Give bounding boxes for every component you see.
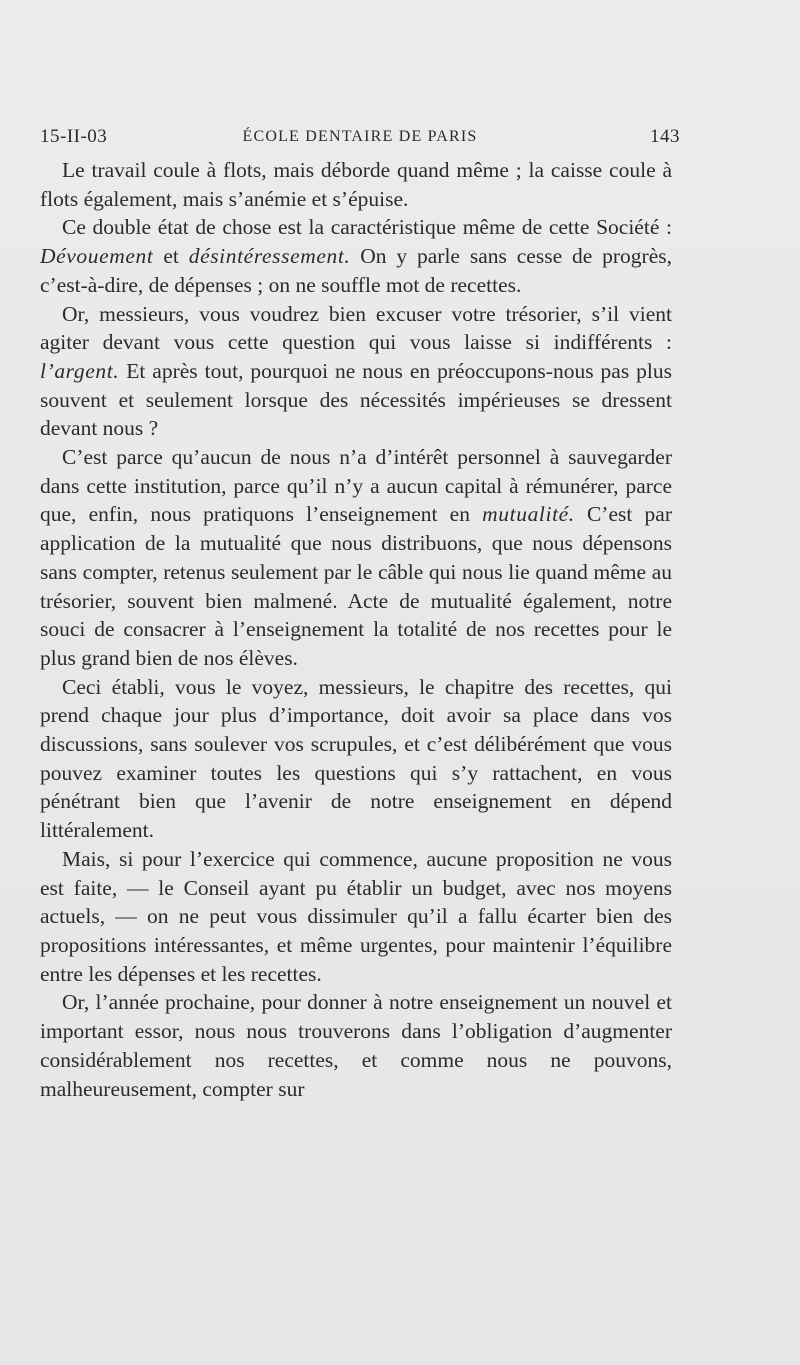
text-run: Mais, si pour l’exercice qui commence, aucune proposition ne vous est faite, — le Conseil ayant pu établir un budget, avec nos moyens actuels, — on ne peut vous dissimuler qu’il a fallu écarter bien des propositions intéressantes, et même urgentes, pour maintenir l’équilibre entre les dépenses et les recettes. (40, 846, 672, 986)
paragraph (40, 300, 672, 444)
paragraph (40, 156, 672, 213)
text-run: Ceci établi, vous le voyez, messieurs, le chapitre des recettes, qui prend chaque jour plus d’importance, doit avoir sa place dans vos discussions, sans soulever vos scrupules, et c’est délibérément que vous pouvez examiner toutes les questions qui s’y rattachent, en vous pénétrant bien que l’avenir de notre enseignement en dépend littéralement. (40, 674, 672, 843)
text-run: On y parle sans cesse de progrès, c’est-à-dire, de dépenses ; on ne souffle mot de recettes. (40, 244, 672, 297)
text-run: C’est par application de la mutualité que nous distribuons, que nous dépensons sans compter, retenus seulement par le câble qui nous lie quand même au trésorier, souvent bien malmené. Acte de mutualité également, notre souci de consacrer à l’enseignement la totalité de nos recettes pour le plus grand bien de nos élèves. (40, 502, 672, 670)
text-run: Or, l’année prochaine, pour donner à notre enseignement un nouvel et important essor, nous nous trouverons dans l’obligation d’augmenter considérablement nos recettes, et comme nous ne pouvons, malheureusement, compter sur (40, 990, 672, 1101)
text-run: Et après tout, pourquoi ne nous en préoccupons-nous pas plus souvent et seulement lorsque des nécessités impérieuses se dressent devant nous ? (40, 358, 672, 441)
text-run: Le travail coule à flots, mais déborde quand même ; la caisse coule à flots également, mais s’anémie et s’épuise. (40, 158, 672, 211)
paragraph (40, 845, 672, 989)
body-text (40, 156, 672, 1103)
running-header (40, 126, 680, 154)
text-run: Ce double état de chose est la caractéristique même de cette Société : (62, 215, 672, 240)
paragraph (40, 213, 672, 299)
paragraph (40, 988, 672, 1103)
italic-term: Dévouement (40, 244, 154, 269)
paragraph (40, 673, 672, 845)
page-number: 143 (650, 126, 680, 147)
header-date: 15-II-03 (40, 126, 108, 147)
italic-term: mutualité. (482, 502, 575, 527)
italic-term: désintéressement. (188, 244, 351, 269)
paragraph (40, 443, 672, 673)
header-title: ÉCOLE DENTAIRE DE PARIS (242, 128, 478, 145)
text-run: Or, messieurs, vous voudrez bien excuser votre trésorier, s’il vient agiter devant vous cette question qui vous laisse si indifférents : (40, 301, 672, 355)
text-run: et (153, 244, 189, 269)
italic-term: l’argent. (40, 358, 120, 383)
text-run: C’est parce qu’aucun de nous n’a d’intérêt personnel à sauvegarder dans cette institution, parce qu’il n’y a aucun capital à rémunérer, parce que, enfin, nous pratiquons l’enseignement en (40, 445, 672, 527)
